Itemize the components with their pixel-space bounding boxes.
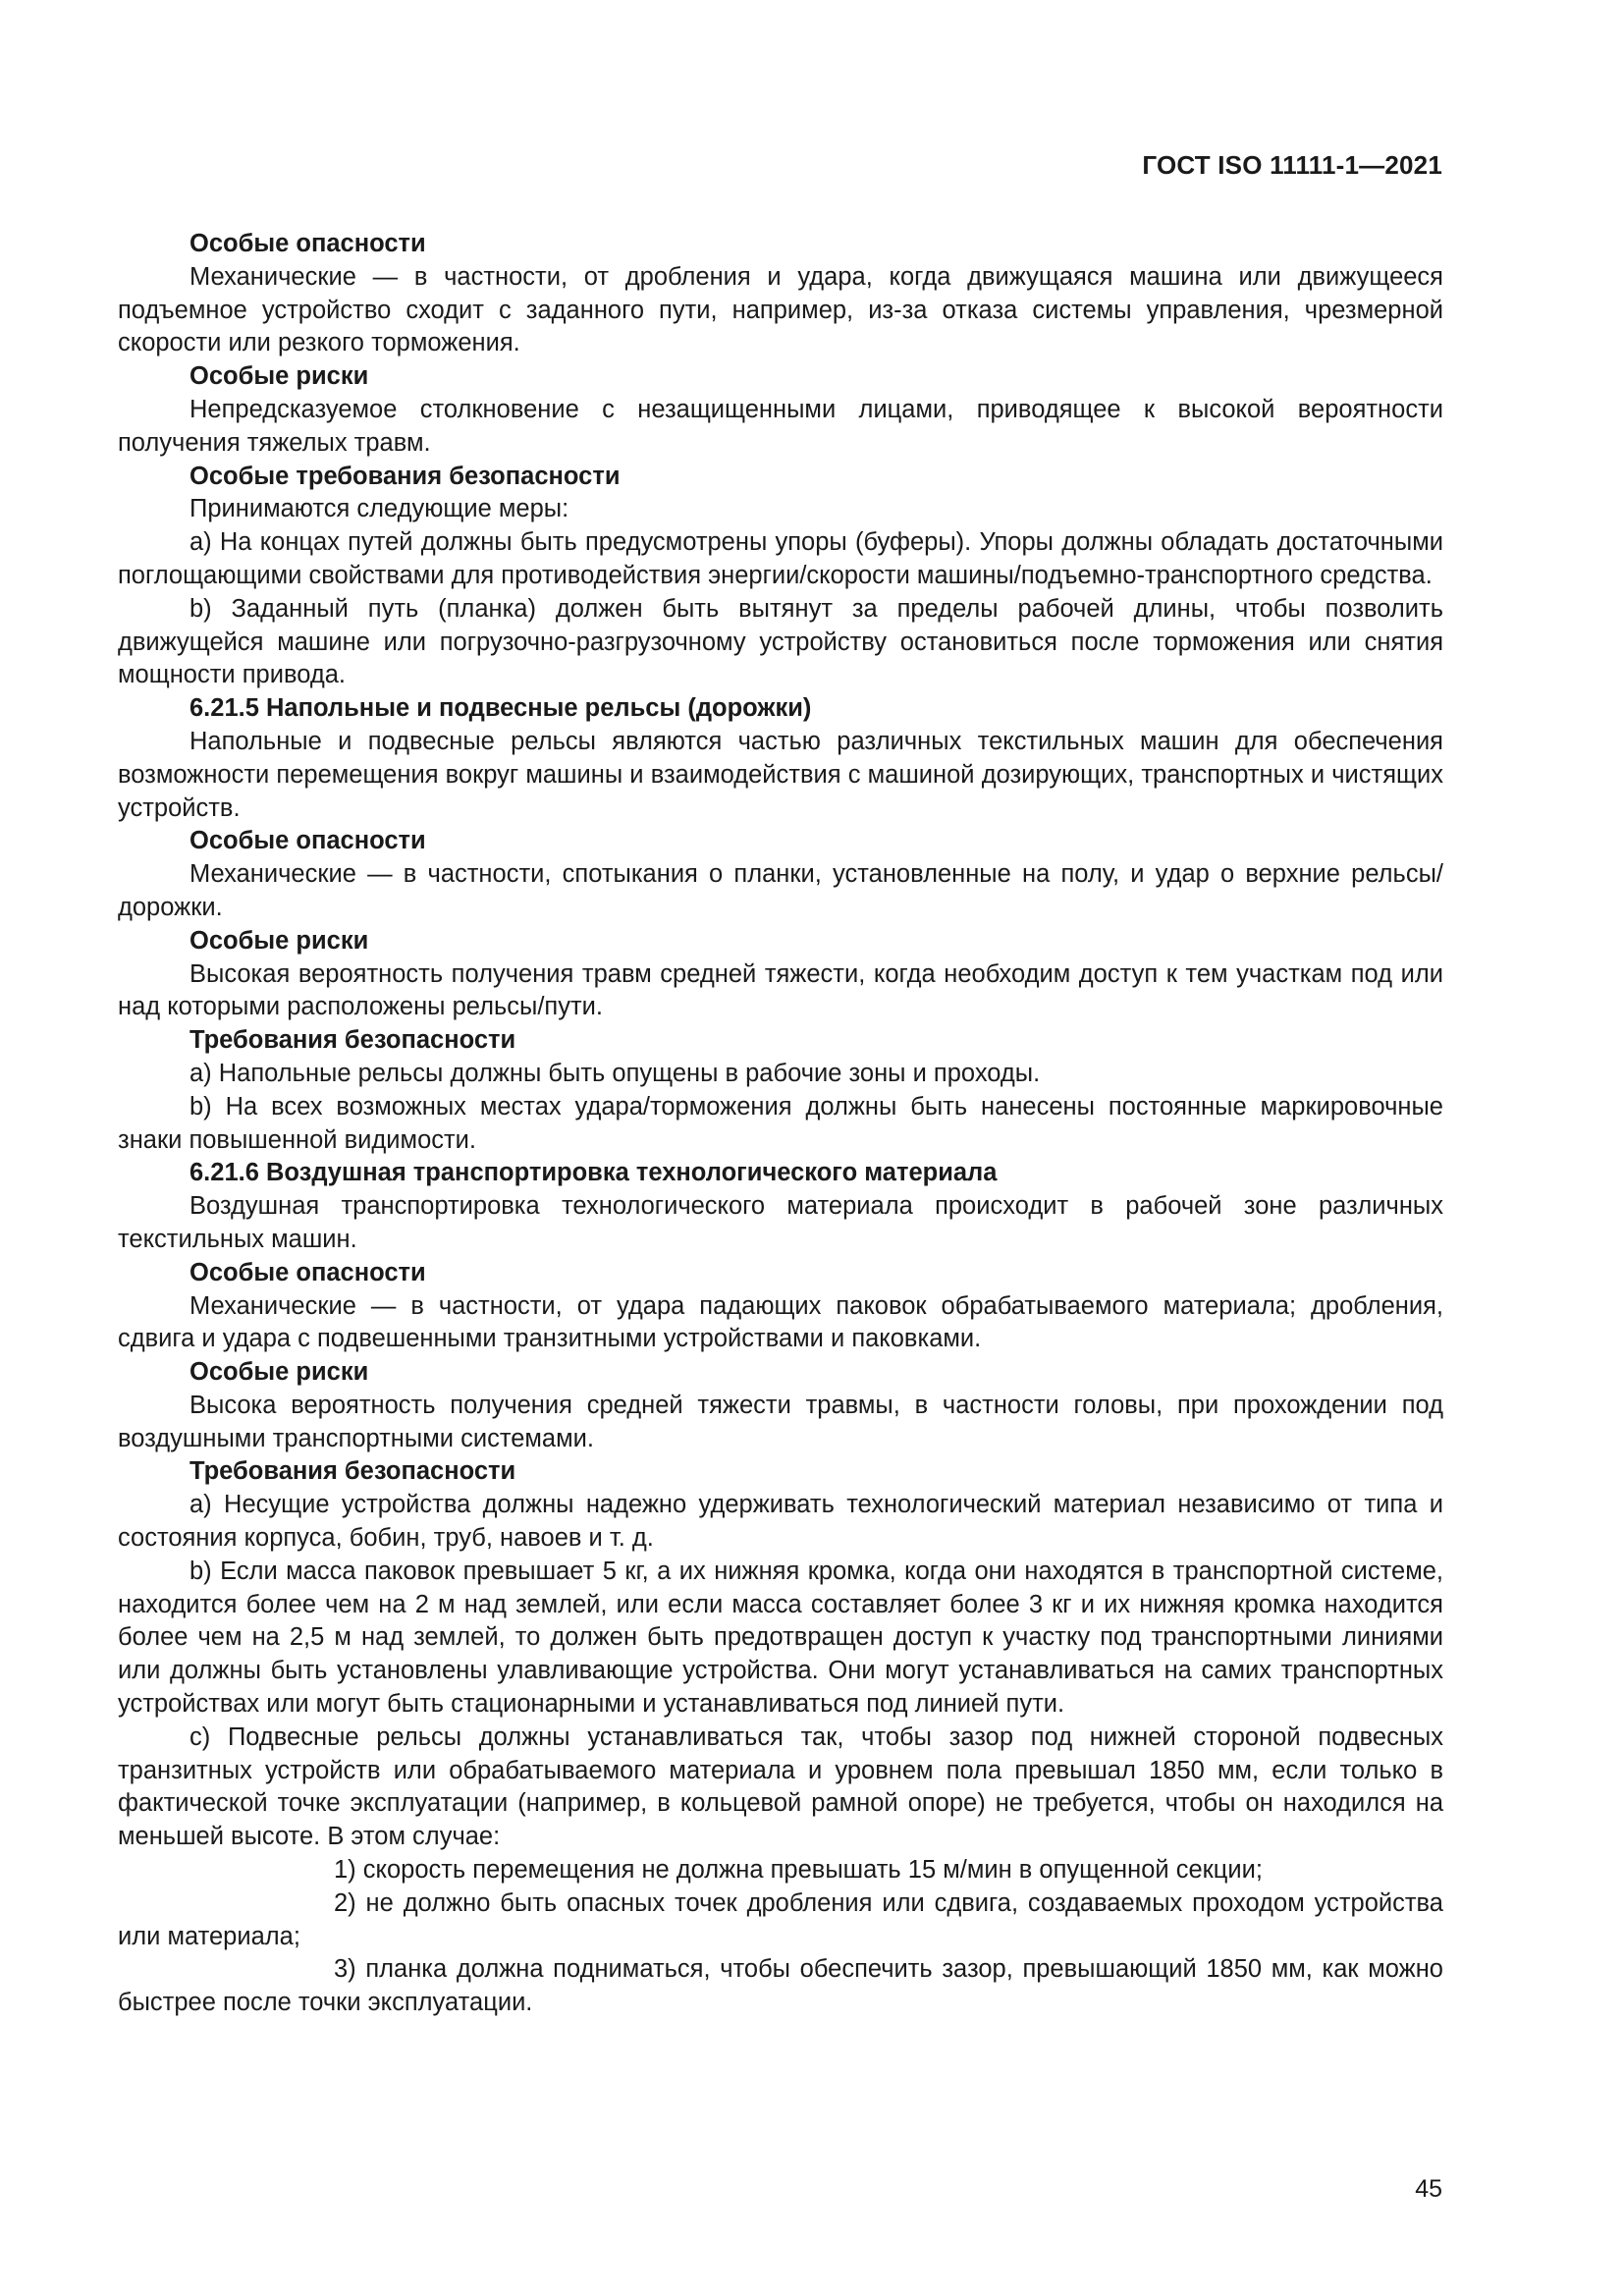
section-heading: Особые опасности	[189, 230, 426, 257]
section-heading: Особые требования безопасности	[189, 462, 621, 490]
paragraph: Высокая вероятность получения травм средней тяжести, когда необходим доступ к тем участкам под или над которыми расположены рельсы/пути.	[118, 959, 1443, 1021]
page-number: 45	[1415, 2175, 1442, 2203]
paragraph: a) На концах путей должны быть предусмотрены упоры (буферы). Упоры должны обладать достаточными поглощающими свойствами для противодействия энергии/скорости машины/подъемно-транспортного средства.	[118, 528, 1443, 589]
section-heading: 6.21.6 Воздушная транспортировка технологического материала	[189, 1159, 998, 1187]
paragraph: b) На всех возможных местах удара/торможения должны быть нанесены постоянные маркировочные знаки повышенной видимости.	[118, 1092, 1443, 1154]
paragraph: Непредсказуемое столкновение с незащищенными лицами, приводящее к высокой вероятности получения тяжелых травм.	[118, 395, 1443, 457]
paragraph: Воздушная транспортировка технологического материала происходит в рабочей зоне различных текстильных машин.	[118, 1192, 1443, 1253]
section-heading: Особые риски	[189, 362, 369, 391]
list-subitem: 2) не должно быть опасных точек дробления или сдвига, создаваемых проходом устройства или материала;	[118, 1888, 1443, 1950]
paragraph: b) Если масса паковок превышает 5 кг, а их нижняя кромка, когда они находятся в транспортной системе, находится более чем на 2 м над землей, или если масса составляет более 3 кг и их нижняя кромка находится более чем на 2,5 м над землей, то должен быть предотвращен доступ к участку под транспортными линиями или должны быть установлены улавливающие устройства. Они могут устанавливаться на самих транспортных устройствах или могут быть стационарными и устанавливаться под линией пути.	[118, 1557, 1443, 1719]
section-heading: Требования безопасности	[189, 1026, 516, 1055]
paragraph: Принимаются следующие меры:	[189, 495, 569, 523]
document-header-id: ГОСТ ISO 11111-1—2021	[1142, 150, 1442, 180]
paragraph: Высока вероятность получения средней тяжести травмы, в частности головы, при прохождении под воздушными транспортными системами.	[118, 1391, 1443, 1452]
list-subitem: 1) скорость перемещения не должна превышать 15 м/мин в опущенной секции;	[334, 1856, 1263, 1885]
paragraph: Механические — в частности, спотыкания о планки, установленные на полу, и удар о верхние рельсы/дорожки.	[118, 860, 1443, 921]
section-heading: 6.21.5 Напольные и подвесные рельсы (дорожки)	[189, 694, 812, 723]
paragraph: a) Напольные рельсы должны быть опущены в рабочие зоны и проходы.	[189, 1059, 1041, 1087]
paragraph: c) Подвесные рельсы должны устанавливаться так, чтобы зазор под нижней стороной подвесных транзитных устройств или обрабатываемого материала и уровнем пола превышал 1850 мм, если только в фактической точке эксплуатации (например, в кольцевой рамной опоре) не требуется, чтобы он находился на меньшей высоте. В этом случае:	[118, 1722, 1443, 1851]
section-heading: Требования безопасности	[189, 1457, 516, 1486]
paragraph: b) Заданный путь (планка) должен быть вытянут за пределы рабочей длины, чтобы позволить движущейся машине или погрузочно-разгрузочному устройству остановиться после торможения или снятия мощности привода.	[118, 594, 1443, 689]
section-heading: Особые опасности	[189, 1258, 426, 1286]
paragraph: Механические — в частности, от дробления и удара, когда движущаяся машина или движущееся подъемное устройство сходит с заданного пути, например, из-за отказа системы управления, чрезмерной скорости или резкого торможения.	[118, 262, 1443, 357]
section-heading: Особые опасности	[189, 827, 426, 855]
paragraph: a) Несущие устройства должны надежно удерживать технологический материал независимо от типа и состояния корпуса, бобин, труб, навоев и т. д.	[118, 1491, 1443, 1553]
paragraph: Напольные и подвесные рельсы являются частью различных текстильных машин для обеспечения возможности перемещения вокруг машины и взаимодействия с машиной дозирующих, транспортных и чистящих устройств.	[118, 727, 1443, 822]
section-heading: Особые риски	[189, 1358, 369, 1387]
list-subitem: 3) планка должна подниматься, чтобы обеспечить зазор, превышающий 1850 мм, как можно быстрее после точки эксплуатации.	[118, 1955, 1443, 2017]
document-body	[118, 228, 1443, 2020]
section-heading: Особые риски	[189, 926, 369, 955]
paragraph: Механические — в частности, от удара падающих паковок обрабатываемого материала; дробления, сдвига и удара с подвешенными транзитными устройствами и паковками.	[118, 1291, 1443, 1353]
